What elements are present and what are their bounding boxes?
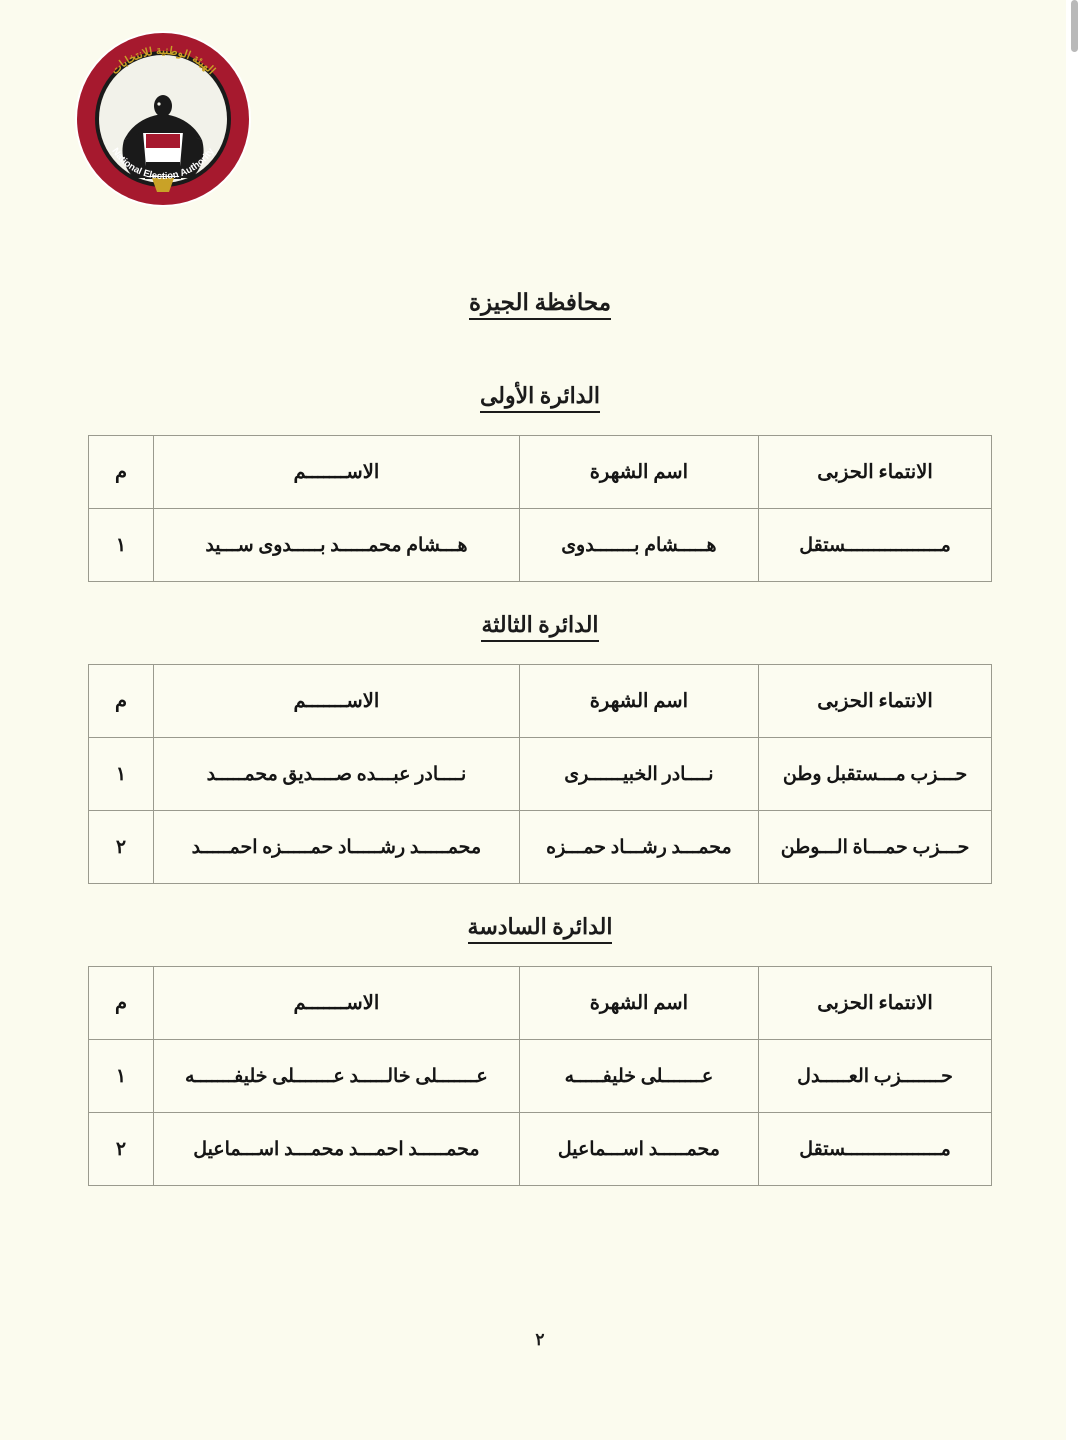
district-title-text: الدائرة الأولى: [480, 383, 600, 413]
table-header-row: [89, 665, 992, 738]
cell-fame-name: محمـــــد اســـماعيل: [519, 1113, 758, 1186]
table-row: [89, 811, 992, 884]
table-header-row: [89, 967, 992, 1040]
svg-text:National Election Authority: National Election Authority: [109, 146, 217, 183]
page-number: ٢: [535, 1330, 545, 1349]
cell-number: ١: [89, 509, 154, 582]
column-header-fame-name: اسم الشهرة: [519, 665, 758, 738]
cell-number: ١: [89, 1040, 154, 1113]
cell-party: حـــــــزب العـــــدل: [759, 1040, 992, 1113]
cell-fame-name: هـــــشام بـــــــدوى: [519, 509, 758, 582]
column-header-number: م: [89, 436, 154, 509]
column-header-name: الاســـــــم: [154, 436, 520, 509]
cell-party: حـــزب مـــستقبل وطن: [759, 738, 992, 811]
cell-name: هـــشام محمـــــد بـــــدوى ســـيد: [154, 509, 520, 582]
scrollbar-thumb[interactable]: [1071, 0, 1078, 52]
district-title: [88, 383, 992, 413]
cell-fame-name: محمـــد رشـــاد حمـــزه: [519, 811, 758, 884]
column-header-fame-name: اسم الشهرة: [519, 967, 758, 1040]
candidates-table: [88, 664, 992, 884]
cell-party: مـــــــــــــــــستقل: [759, 509, 992, 582]
district-title-text: الدائرة الثالثة: [481, 612, 598, 642]
column-header-name: الاســـــــم: [154, 665, 520, 738]
table-row: [89, 738, 992, 811]
cell-name: نــــادر عبـــده صــــديق محمـــــد: [154, 738, 520, 811]
district-title: [88, 914, 992, 944]
district-section-6: [88, 914, 992, 1186]
page-title-text: محافظة الجيزة: [469, 290, 611, 320]
column-header-number: م: [89, 665, 154, 738]
table-row: [89, 1040, 992, 1113]
page-title: [88, 290, 992, 323]
table-row: [89, 1113, 992, 1186]
scrollbar-track[interactable]: [1066, 0, 1080, 1440]
document-content: [88, 290, 992, 1212]
column-header-name: الاســـــــم: [154, 967, 520, 1040]
cell-name: محمـــــد احمـــد محمـــد اســـماعيل: [154, 1113, 520, 1186]
candidates-table: [88, 966, 992, 1186]
table-row: [89, 509, 992, 582]
column-header-fame-name: اسم الشهرة: [519, 436, 758, 509]
candidates-table: [88, 435, 992, 582]
cell-party: حـــزب حمـــاة الـــوطن: [759, 811, 992, 884]
cell-party: مـــــــــــــــــستقل: [759, 1113, 992, 1186]
column-header-party: الانتماء الحزبى: [759, 665, 992, 738]
column-header-party: الانتماء الحزبى: [759, 967, 992, 1040]
district-section-1: [88, 383, 992, 582]
cell-fame-name: عـــــــلى خليفـــــه: [519, 1040, 758, 1113]
district-title: [88, 612, 992, 642]
column-header-party: الانتماء الحزبى: [759, 436, 992, 509]
national-election-authority-logo: [72, 28, 254, 210]
column-header-number: م: [89, 967, 154, 1040]
cell-number: ١: [89, 738, 154, 811]
cell-fame-name: نــــادر الخبيــــــرى: [519, 738, 758, 811]
cell-name: محمـــــد رشـــــاد حمـــــزه احمـــــد: [154, 811, 520, 884]
cell-number: ٢: [89, 811, 154, 884]
cell-number: ٢: [89, 1113, 154, 1186]
cell-name: عـــــــلى خالـــــد عـــــــلى خليفـــــــه: [154, 1040, 520, 1113]
district-title-text: الدائرة السادسة: [468, 914, 613, 944]
district-section-3: [88, 612, 992, 884]
table-header-row: [89, 436, 992, 509]
svg-text:الهيئة الوطنية للانتخابات: الهيئة الوطنية للانتخابات: [108, 44, 218, 78]
